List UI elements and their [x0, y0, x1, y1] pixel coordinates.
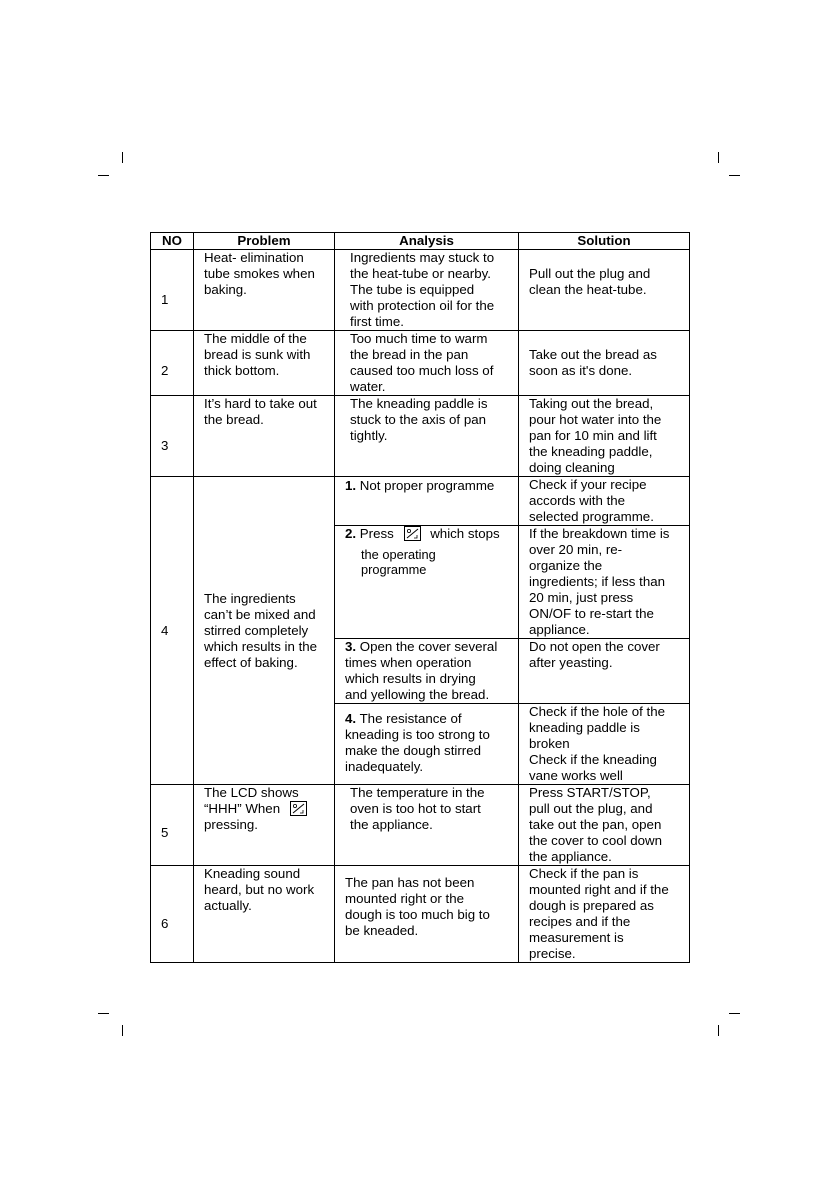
analysis-cell: The temperature in the oven is too hot to start the appliance.: [335, 785, 519, 866]
table-row: [151, 477, 690, 526]
analysis-cell: 2. Press which stops the operating programme: [335, 526, 519, 639]
problem-cell: Heat- elimination tube smokes when baking.: [194, 250, 335, 331]
analysis-cell: 4. The resistance of kneading is too strong to make the dough stirred inadequately.: [335, 704, 519, 785]
table-row: [151, 250, 690, 331]
start-stop-icon: [404, 526, 421, 541]
row-number: 4: [151, 477, 194, 785]
problem-cell: The LCD shows “HHH” When pressing.: [194, 785, 335, 866]
crop-mark: [98, 1013, 109, 1014]
crop-mark: [729, 1013, 740, 1014]
solution-cell: Press START/STOP, pull out the plug, and take out the pan, open the cover to cool down the appliance.: [519, 785, 690, 866]
crop-mark: [98, 175, 109, 176]
header-solution: Solution: [519, 233, 690, 250]
crop-mark: [122, 1025, 123, 1036]
row-number: 2: [151, 331, 194, 396]
table-row: [151, 396, 690, 477]
analysis-cell: The pan has not been mounted right or the dough is too much big to be kneaded.: [335, 866, 519, 963]
table-row: [151, 785, 690, 866]
solution-cell: Taking out the bread, pour hot water into the pan for 10 min and lift the kneading paddle, doing cleaning: [519, 396, 690, 477]
troubleshooting-table: [150, 232, 690, 963]
analysis-cell: 1. Not proper programme: [335, 477, 519, 526]
solution-cell: If the breakdown time is over 20 min, re- organize the ingredients; if less than 20 min, just press ON/OF to re-start the appliance.: [519, 526, 690, 639]
row-number: 1: [151, 250, 194, 331]
solution-cell: Do not open the cover after yeasting.: [519, 639, 690, 704]
row-number: 3: [151, 396, 194, 477]
solution-cell: Check if the pan is mounted right and if the dough is prepared as recipes and if the measurement is precise.: [519, 866, 690, 963]
analysis-cell: 3. Open the cover several times when operation which results in drying and yellowing the bread.: [335, 639, 519, 704]
row-number: 5: [151, 785, 194, 866]
row-number: 6: [151, 866, 194, 963]
crop-mark: [729, 175, 740, 176]
crop-mark: [718, 152, 719, 163]
table-row: [151, 331, 690, 396]
start-stop-icon: [290, 801, 307, 816]
header-analysis: Analysis: [335, 233, 519, 250]
solution-cell: Pull out the plug and clean the heat-tube.: [519, 250, 690, 331]
analysis-cell: Ingredients may stuck to the heat-tube or nearby. The tube is equipped with protection oil for the first time.: [335, 250, 519, 331]
problem-cell: The ingredients can’t be mixed and stirred completely which results in the effect of baking.: [194, 477, 335, 785]
table-header-row: [151, 233, 690, 250]
problem-cell: Kneading sound heard, but no work actually.: [194, 866, 335, 963]
crop-mark: [122, 152, 123, 163]
analysis-cell: Too much time to warm the bread in the pan caused too much loss of water.: [335, 331, 519, 396]
analysis-cell: The kneading paddle is stuck to the axis of pan tightly.: [335, 396, 519, 477]
problem-cell: The middle of the bread is sunk with thick bottom.: [194, 331, 335, 396]
solution-cell: Take out the bread as soon as it's done.: [519, 331, 690, 396]
table-row: [151, 866, 690, 963]
crop-mark: [718, 1025, 719, 1036]
solution-cell: Check if the hole of the kneading paddle is broken Check if the kneading vane works well: [519, 704, 690, 785]
header-no: NO: [151, 233, 194, 250]
header-problem: Problem: [194, 233, 335, 250]
problem-cell: It’s hard to take out the bread.: [194, 396, 335, 477]
solution-cell: Check if your recipe accords with the selected programme.: [519, 477, 690, 526]
